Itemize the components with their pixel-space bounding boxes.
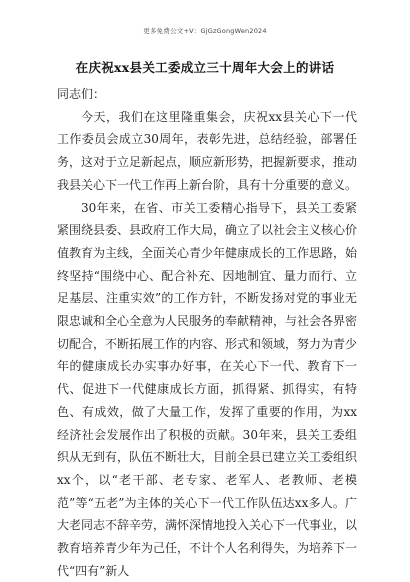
body-paragraph: 今天，我们在这里隆重集会，庆祝xx县关心下一代工作委员会成立30周年，表彰先进，总结经验，部署任务，这对于立足新起点，顺应新形势，把握新要求，推动我县关心下一代工作再上新台阶，具有十分重要的意义。 (57, 109, 358, 192)
document-body (57, 83, 357, 582)
body-paragraph: 30年来，在省、市关工委精心指导下，县关工委紧紧围绕县委、县政府工作大局，确立了以社会主义核心价值教育为主线，全面关心青少年健康成长的工作思路，始终坚持“围绕中心、配合补充、因地制宜、量力而行、立足基层、注重实效”的工作方针，不断发扬对党的事业无限忠诚和全心全意为人民服务的奉献精神，与社会各界密切配合，不断拓展工作的内容、形式和领域，努力为青少年的健康成长办实事办好事，在关心下一代、教育下一代、促进下一代健康成长方面，抓得紧、抓得实，有特色、有成效，做了大量工作，发挥了重要的作用，为xx经济社会发展作出了积极的贡献。30年来，县关工委组织从无到有，队伍不断壮大，目前全县已建立关工委组织xx个，以“老干部、老专家、老军人、老教师、老模范”等“五老”为主体的关心下一代工作队伍达xx多人。广大老同志不辞辛劳，满怀深情地投入关心下一代事业，以教育培养青少年为己任，不计个人名利得失，为培养下一代“四有”新人 (57, 200, 358, 578)
header-note: 更多免费公文+V：GjGzGongWen2024 (143, 27, 267, 35)
salutation: 同志们： (57, 87, 106, 101)
page-title: 在庆祝xx县关工委成立三十周年大会上的讲话 (75, 60, 335, 75)
